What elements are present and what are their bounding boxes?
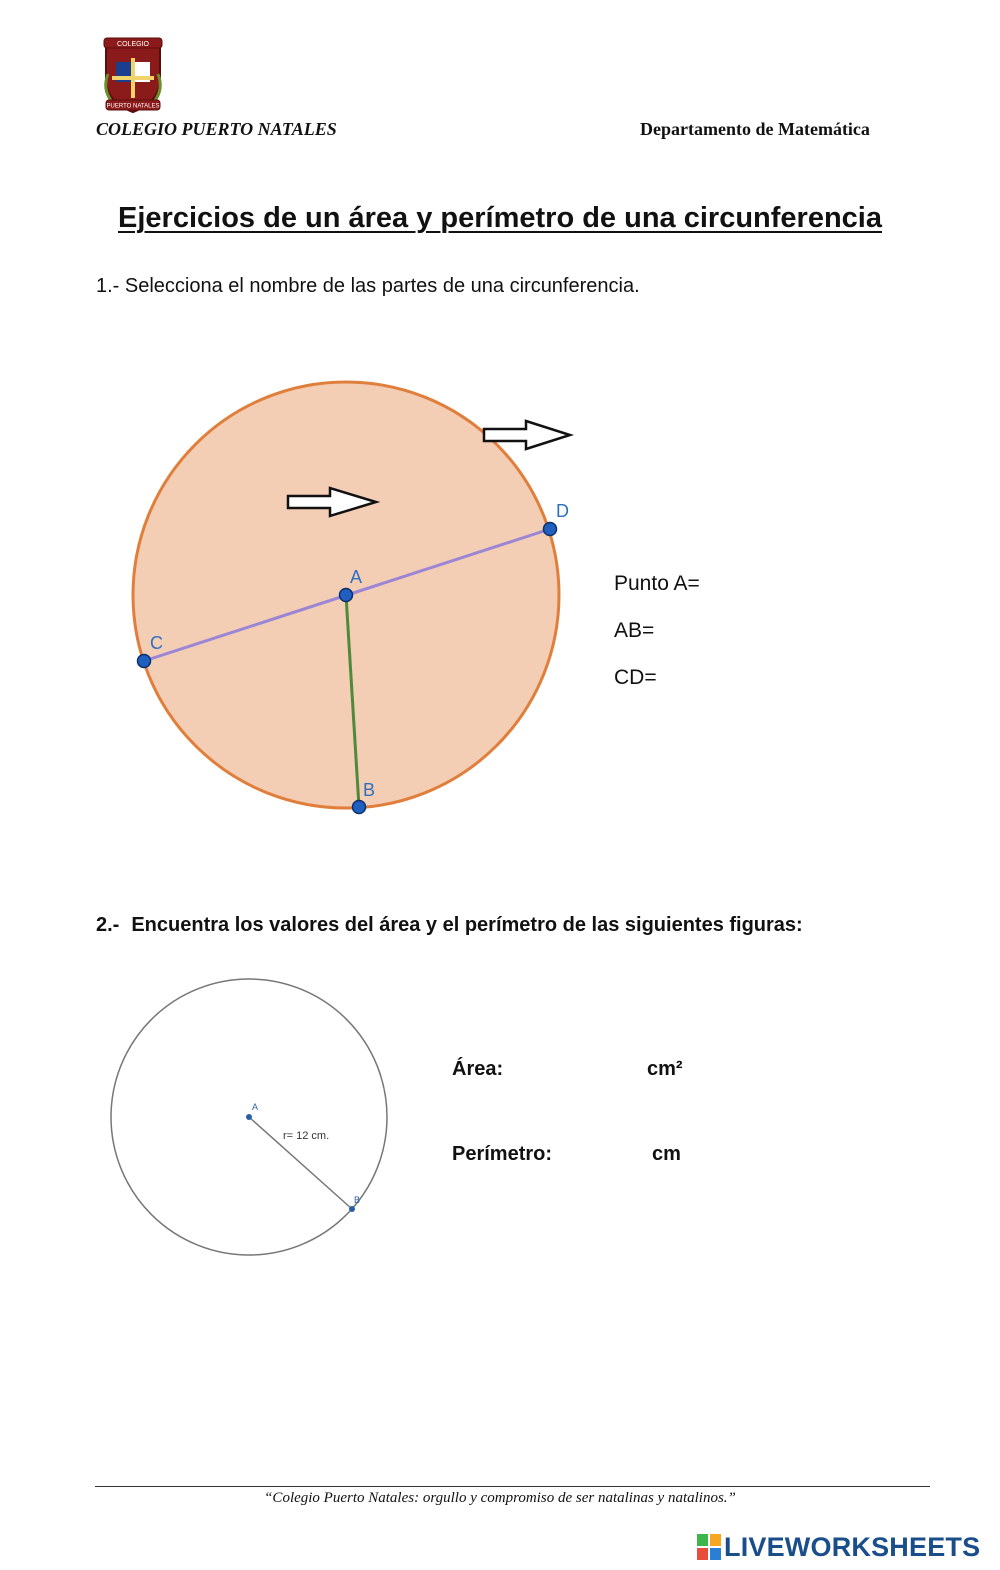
point-d[interactable]: [544, 523, 557, 536]
edge-point: [349, 1206, 355, 1212]
label-point-b: B: [363, 780, 376, 800]
liveworksheets-logo-icon: [697, 1534, 721, 1560]
area-unit: cm²: [647, 1058, 683, 1080]
exercise-2-number: 2.-: [96, 914, 120, 936]
school-crest-logo: [98, 34, 168, 116]
label-point-d: D: [556, 501, 569, 521]
center-point-label: A: [252, 1102, 259, 1112]
circle-radius-figure: [0, 960, 1000, 1280]
logo-top-text: COLEGIO: [117, 41, 149, 48]
perimeter-label: Perímetro:: [452, 1143, 553, 1165]
liveworksheets-wordmark: LIVEWORKSHEETS: [724, 1531, 981, 1562]
exercise-1-instruction: 1.- Selecciona el nombre de las partes de una circunferencia.: [96, 275, 640, 297]
label-point-c: C: [150, 633, 163, 653]
edge-point-label: B: [354, 1195, 361, 1205]
area-label: Área:: [452, 1058, 504, 1080]
liveworksheets-brand[interactable]: [697, 1532, 980, 1562]
radius-label: r= 12 cm.: [283, 1130, 330, 1142]
exercise-2-instruction: [96, 914, 803, 937]
label-point-a: A: [350, 567, 363, 587]
answer-label-cd: CD=: [614, 666, 657, 689]
circle-parts-figure: [0, 360, 1000, 840]
perimeter-unit: cm: [652, 1143, 681, 1165]
page-title: Ejercicios de un área y perímetro de una circunferencia: [118, 202, 882, 234]
logo-bottom-text: PUERTO NATALES: [106, 103, 160, 110]
point-b[interactable]: [353, 801, 366, 814]
exercise-2-text: Encuentra los valores del área y el perímetro de las siguientes figuras:: [131, 914, 803, 936]
school-name: COLEGIO PUERTO NATALES: [96, 119, 337, 139]
point-c[interactable]: [138, 655, 151, 668]
center-point: [246, 1114, 252, 1120]
answer-label-ab: AB=: [614, 619, 655, 642]
department-name: Departamento de Matemática: [640, 119, 870, 139]
footer-divider: [95, 1486, 930, 1487]
footer-motto: “Colegio Puerto Natales: orgullo y compromiso de ser natalinas y natalinos.”: [264, 1490, 736, 1506]
point-a[interactable]: [340, 589, 353, 602]
answer-label-punto-a: Punto A=: [614, 572, 700, 595]
